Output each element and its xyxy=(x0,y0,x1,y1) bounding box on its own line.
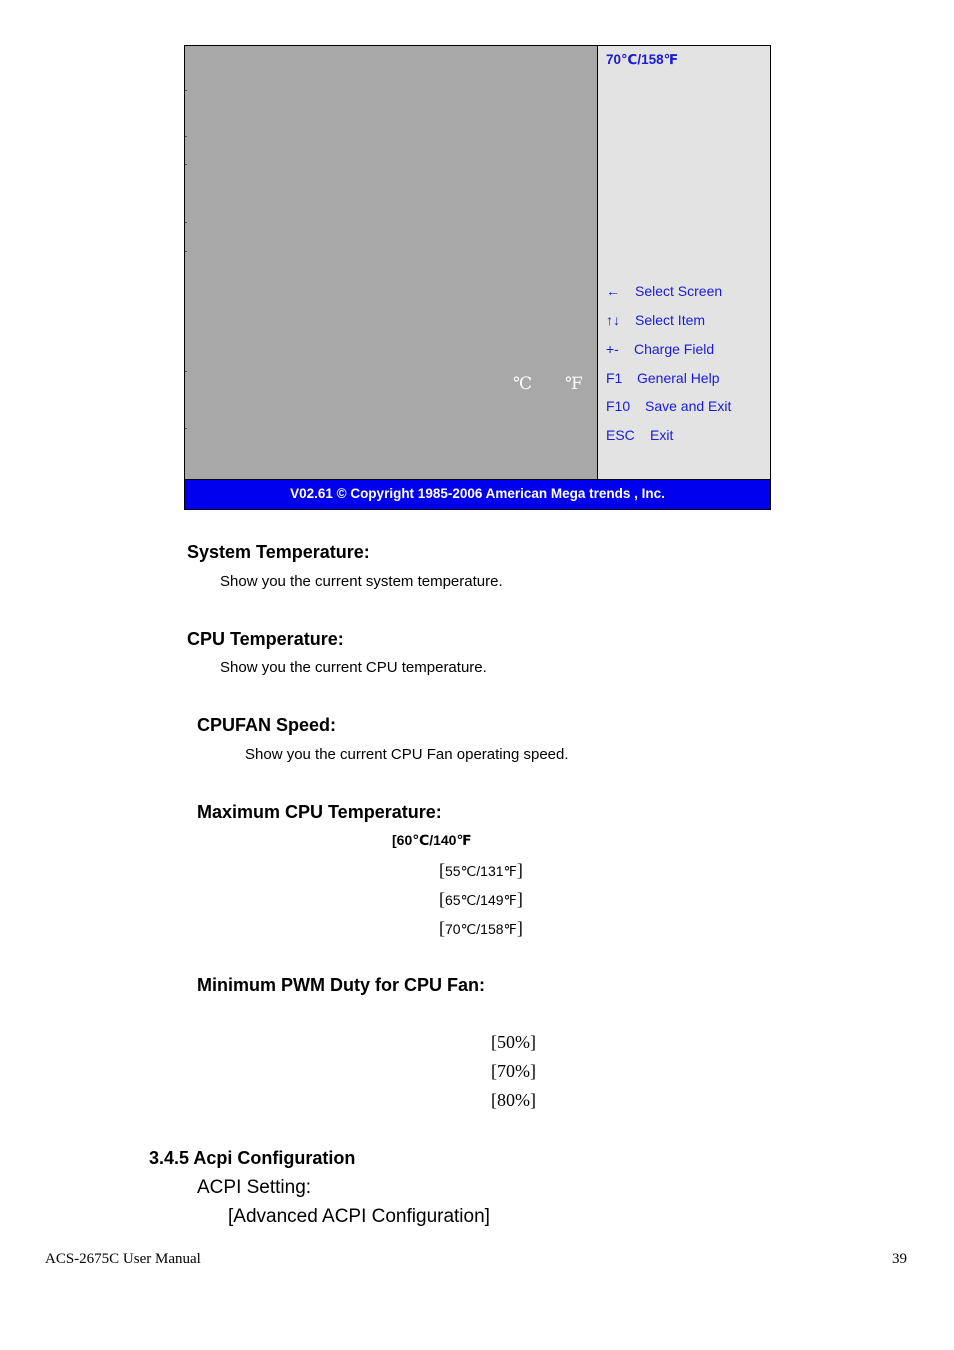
acpi-config-heading: 3.4.5 Acpi Configuration xyxy=(149,1148,356,1168)
bios-settings-panel xyxy=(185,46,598,479)
key-desc: General Help xyxy=(637,370,720,386)
fahrenheit-unit: ℉ xyxy=(565,374,583,394)
bios-copyright-bar: V02.61 © Copyright 1985-2006 American Mega trends , Inc. xyxy=(185,479,770,509)
option-value: 65℃/149℉ xyxy=(445,892,517,908)
key-change-field xyxy=(606,341,715,357)
max-cpu-temp-option xyxy=(439,860,523,881)
key-label: F1 xyxy=(606,370,623,386)
min-pwm-heading: Minimum PWM Duty for CPU Fan: xyxy=(197,975,485,995)
bios-help-panel xyxy=(598,46,770,479)
cpufan-speed-desc: Show you the current CPU Fan operating speed. xyxy=(245,746,569,763)
bracket: ] xyxy=(516,860,523,880)
acpi-setting-value: [Advanced ACPI Configuration] xyxy=(228,1206,490,1227)
bracket: ] xyxy=(516,889,523,909)
key-exit xyxy=(606,427,674,443)
key-label: F10 xyxy=(606,398,631,414)
max-cpu-temp-option xyxy=(439,889,523,910)
manual-title: ACS-2675C User Manual xyxy=(45,1251,201,1267)
row-marker xyxy=(185,136,187,137)
min-pwm-option: [80%] xyxy=(491,1090,536,1110)
left-arrow-icon: ← xyxy=(606,283,620,299)
min-pwm-option: [50%] xyxy=(491,1032,536,1052)
row-marker xyxy=(185,222,187,223)
key-select-item xyxy=(606,312,706,328)
key-desc: Select Item xyxy=(635,312,706,328)
min-pwm-option: [70%] xyxy=(491,1061,536,1081)
system-temperature-desc: Show you the current system temperature. xyxy=(220,573,503,590)
row-marker xyxy=(185,90,187,91)
key-save-exit xyxy=(606,398,732,414)
max-cpu-temp-option xyxy=(439,918,523,939)
key-desc: Save and Exit xyxy=(645,398,732,414)
row-marker xyxy=(185,371,187,372)
bracket: [ xyxy=(439,889,445,909)
help-value: 70℃/158℉ xyxy=(606,52,679,67)
row-marker xyxy=(185,428,187,429)
max-cpu-temp-heading: Maximum CPU Temperature: xyxy=(197,802,442,822)
option-value: 55℃/131℉ xyxy=(445,863,517,879)
bracket: [ xyxy=(439,918,445,938)
page-number: 39 xyxy=(892,1251,907,1267)
key-desc: Exit xyxy=(650,427,674,443)
key-general-help xyxy=(606,370,720,386)
celsius-unit: ℃ xyxy=(513,374,533,394)
key-label: +- xyxy=(606,341,619,357)
bracket: [ xyxy=(439,860,445,880)
key-label: ESC xyxy=(606,427,635,443)
system-temperature-heading: System Temperature: xyxy=(187,542,370,562)
key-desc: Charge Field xyxy=(634,341,715,357)
cpu-temperature-desc: Show you the current CPU temperature. xyxy=(220,659,487,676)
cpu-temperature-heading: CPU Temperature: xyxy=(187,629,344,649)
acpi-setting-label: ACPI Setting: xyxy=(197,1177,312,1198)
bios-screenshot xyxy=(184,45,771,510)
key-select-screen xyxy=(606,283,723,299)
row-marker xyxy=(185,164,187,165)
bracket: ] xyxy=(516,918,523,938)
cpufan-speed-heading: CPUFAN Speed: xyxy=(197,715,337,735)
max-cpu-temp-default: [60℃/140℉ xyxy=(392,832,472,848)
key-desc: Select Screen xyxy=(635,283,723,299)
row-marker xyxy=(185,251,187,252)
up-down-arrow-icon: ↑↓ xyxy=(606,312,620,328)
option-value: 70℃/158℉ xyxy=(445,921,517,937)
